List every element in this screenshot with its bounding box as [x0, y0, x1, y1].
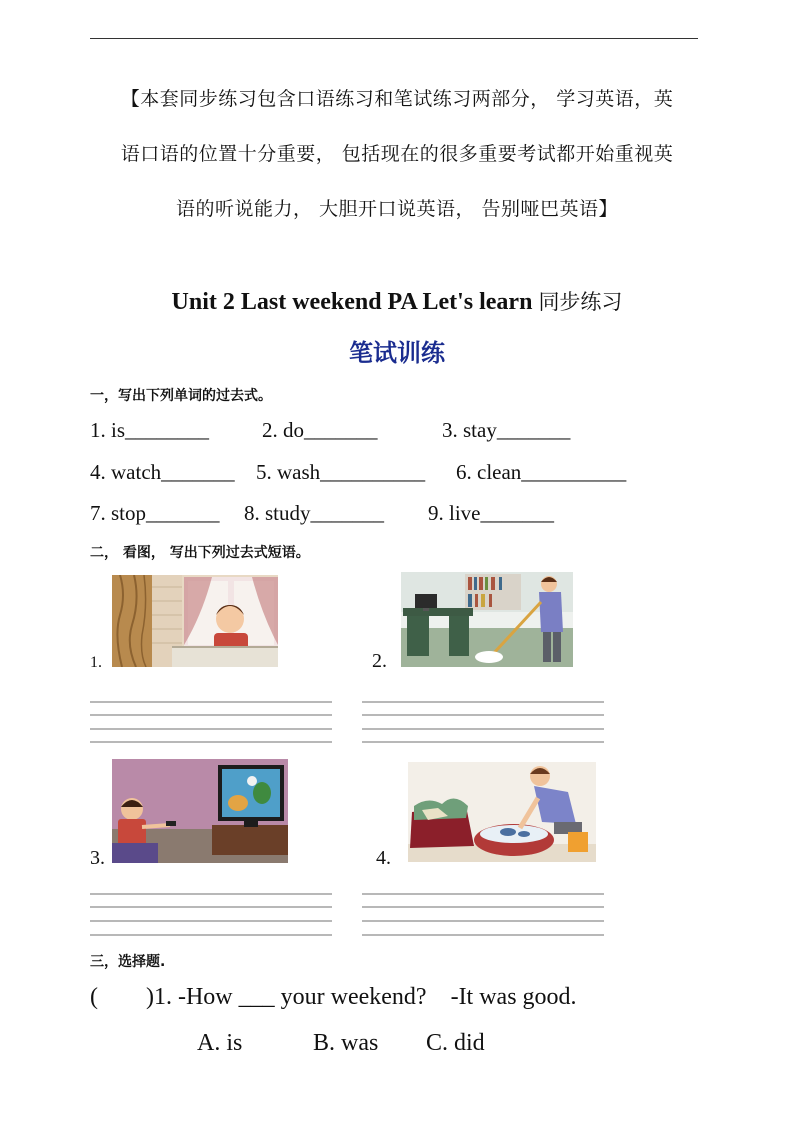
writing-line	[362, 906, 604, 908]
writing-line	[362, 893, 604, 895]
answer-parentheses: ( )	[90, 984, 154, 1010]
question-1	[90, 984, 577, 1011]
section2-heading: 二， 看图， 写出下列过去式短语。	[90, 545, 310, 561]
boy-at-window-picture	[112, 575, 278, 667]
page-title	[0, 286, 794, 316]
question-text: 1. -How ___ your weekend? -It was good.	[153, 984, 577, 1010]
intro-line-2: 语口语的位置十分重要， 包括现在的很多重要考试都开始重视英	[120, 143, 674, 165]
title-english: Unit 2 Last weekend PA Let's learn	[171, 289, 533, 315]
page-subtitle: 笔试训练	[349, 339, 445, 367]
section3-heading: 三，选择题.	[90, 954, 166, 970]
section1-heading: 一，写出下列单词的过去式。	[90, 388, 272, 404]
boy-watching-tv-picture	[112, 759, 288, 863]
writing-line	[90, 741, 332, 743]
word-item: 5. wash__________	[256, 460, 426, 484]
writing-line	[90, 714, 332, 716]
option-b: B. was	[313, 1030, 379, 1056]
man-mopping-floor-picture	[401, 572, 573, 667]
top-rule	[90, 38, 698, 39]
intro-line-1: 【本套同步练习包含口语练习和笔试练习两部分， 学习英语，英	[120, 88, 674, 110]
writing-line	[90, 701, 332, 703]
writing-line	[362, 920, 604, 922]
writing-line	[90, 893, 332, 895]
writing-line	[362, 741, 604, 743]
writing-line	[90, 920, 332, 922]
word-item: 1. is________	[90, 418, 210, 442]
man-washing-clothes-picture	[408, 762, 596, 862]
option-a: A. is	[197, 1030, 243, 1056]
word-item: 2. do_______	[262, 418, 378, 442]
word-item: 8. study_______	[244, 501, 385, 525]
writing-line	[90, 934, 332, 936]
word-item: 3. stay_______	[442, 418, 571, 442]
option-c: C. did	[426, 1030, 485, 1056]
writing-line	[362, 714, 604, 716]
picture-number: 2.	[372, 650, 387, 672]
writing-line	[90, 906, 332, 908]
picture-number: 3.	[90, 847, 105, 869]
writing-line	[90, 728, 332, 730]
picture-number: 4.	[376, 847, 391, 869]
writing-line	[362, 934, 604, 936]
word-item: 4. watch_______	[90, 460, 235, 484]
writing-line	[362, 728, 604, 730]
writing-line	[362, 701, 604, 703]
word-item: 9. live_______	[428, 501, 554, 525]
picture-number: 1.	[90, 654, 102, 671]
title-chinese: 同步练习	[538, 290, 623, 314]
intro-line-3: 语的听说能力， 大胆开口说英语， 告别哑巴英语】	[175, 198, 619, 220]
word-item: 6. clean__________	[456, 460, 627, 484]
word-item: 7. stop_______	[90, 501, 220, 525]
